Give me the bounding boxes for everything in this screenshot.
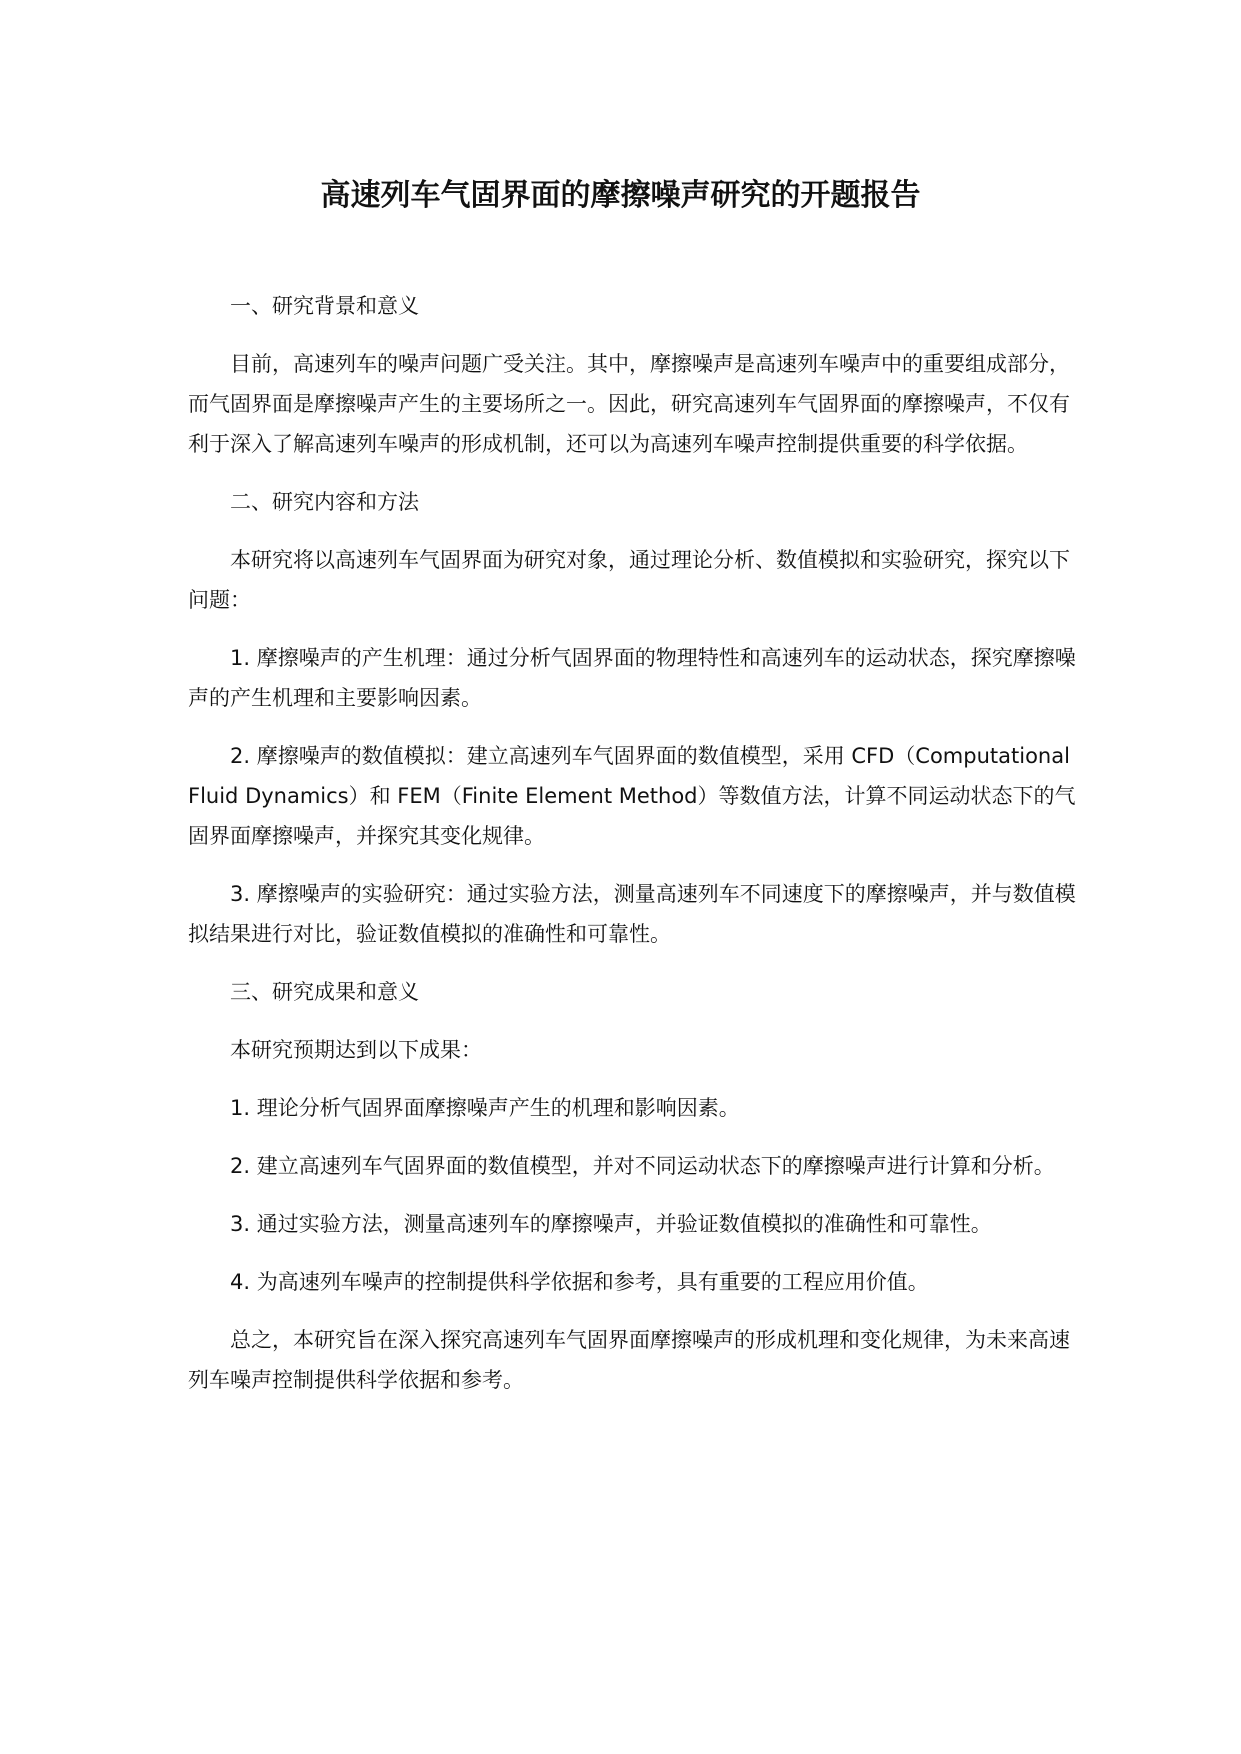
- section-heading-background: 一、研究背景和意义: [230, 294, 419, 318]
- section-heading-content-methods: 二、研究内容和方法: [230, 490, 419, 514]
- section-heading-results: 三、研究成果和意义: [230, 980, 419, 1004]
- result-item-3: 3. 通过实验方法，测量高速列车的摩擦噪声，并验证数值模拟的准确性和可靠性。: [230, 1212, 992, 1236]
- paragraph-research-intro: 本研究将以高速列车气固界面为研究对象，通过理论分析、数值模拟和实验研究，探究以下问题：: [188, 548, 1070, 612]
- paragraph-conclusion: 总之，本研究旨在深入探究高速列车气固界面摩擦噪声的形成机理和变化规律，为未来高速列车噪声控制提供科学依据和参考。: [188, 1328, 1070, 1392]
- paragraph-results-intro: 本研究预期达到以下成果：: [230, 1038, 482, 1062]
- list-item-experiment: 3. 摩擦噪声的实验研究：通过实验方法，测量高速列车不同速度下的摩擦噪声，并与数值模拟结果进行对比，验证数值模拟的准确性和可靠性。: [188, 882, 1076, 946]
- result-item-2: 2. 建立高速列车气固界面的数值模型，并对不同运动状态下的摩擦噪声进行计算和分析。: [230, 1154, 1055, 1178]
- list-item-mechanism: 1. 摩擦噪声的产生机理：通过分析气固界面的物理特性和高速列车的运动状态，探究摩擦噪声的产生机理和主要影响因素。: [188, 646, 1076, 710]
- document-body: [188, 286, 1088, 1418]
- document-title: 高速列车气固界面的摩擦噪声研究的开题报告: [320, 178, 921, 213]
- result-item-1: 1. 理论分析气固界面摩擦噪声产生的机理和影响因素。: [230, 1096, 740, 1120]
- list-item-simulation: 2. 摩擦噪声的数值模拟：建立高速列车气固界面的数值模型，采用 CFD（Computational Fluid Dynamics）和 FEM（Finite Element Method）等数值方法，计算不同运动状态下的气固界面摩擦噪声，并探究其变化规律。: [188, 744, 1076, 848]
- result-item-4: 4. 为高速列车噪声的控制提供科学依据和参考，具有重要的工程应用价值。: [230, 1270, 929, 1294]
- paragraph-background: 目前，高速列车的噪声问题广受关注。其中，摩擦噪声是高速列车噪声中的重要组成部分，而气固界面是摩擦噪声产生的主要场所之一。因此，研究高速列车气固界面的摩擦噪声，不仅有利于深入了解高速列车噪声的形成机制，还可以为高速列车噪声控制提供重要的科学依据。: [188, 352, 1070, 456]
